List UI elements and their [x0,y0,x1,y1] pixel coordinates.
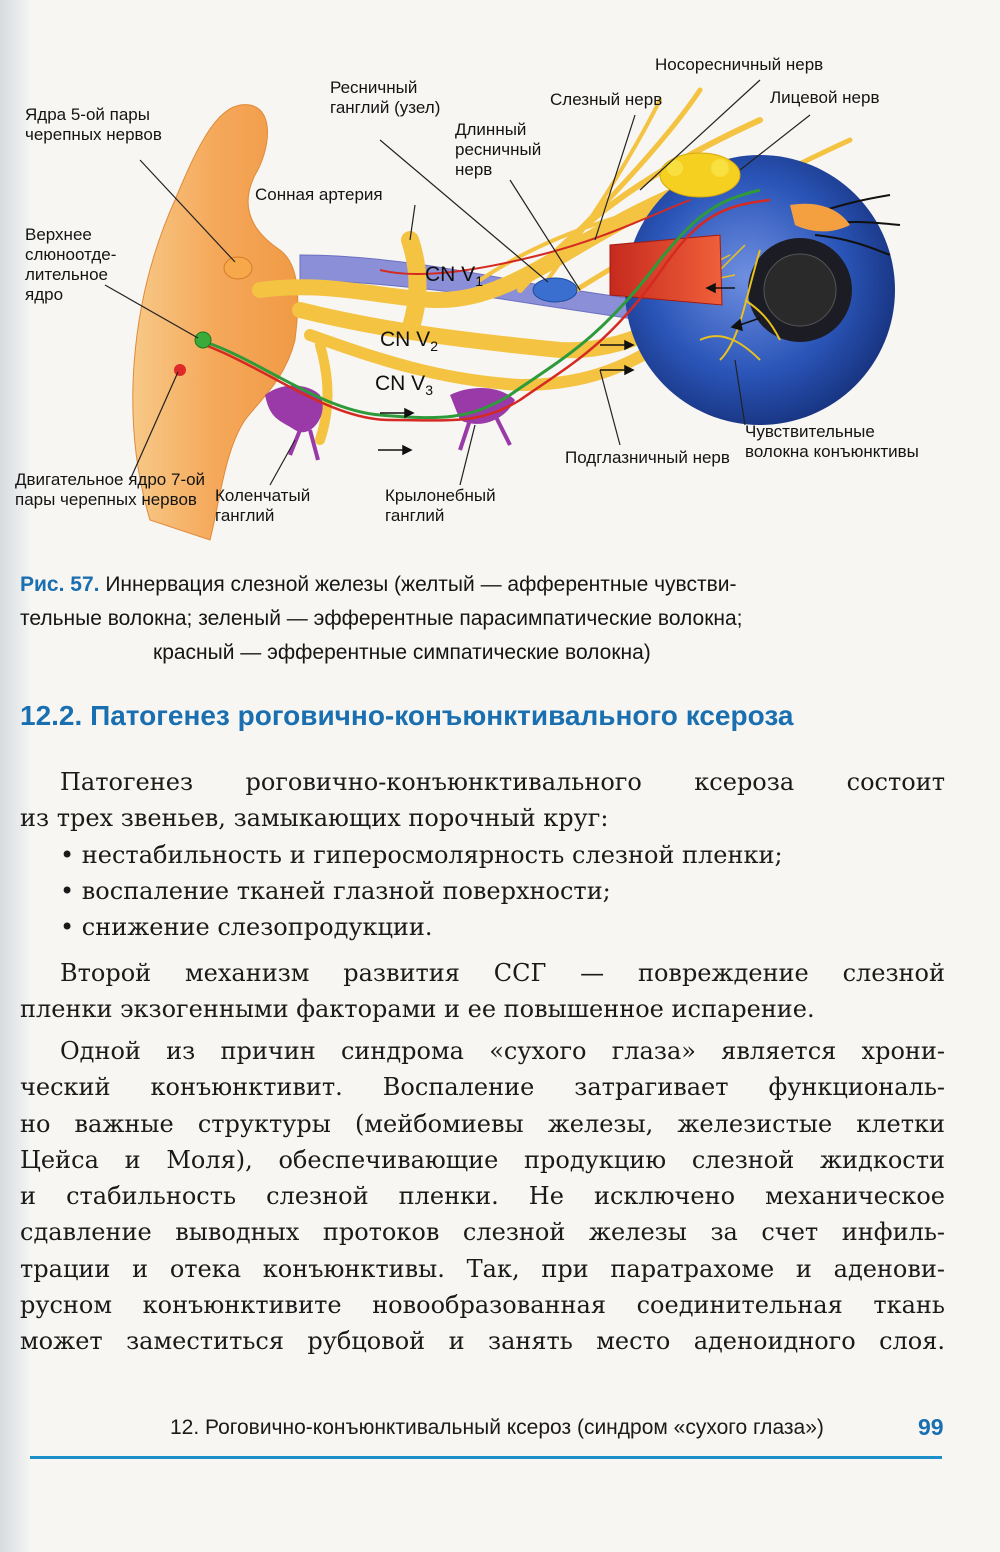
paragraph-line: Цейса и Моля), обеспечивающие продукцию слезной жидкости [20,1145,945,1174]
ciliary-ganglion-shape [533,278,577,302]
paragraph-line: Патогенез роговично-конъюнктивального ксероза состоит [60,768,945,796]
label-nuclei-5: Ядра 5-ой пары черепных нервов [25,105,162,144]
label-pterygopalatine-ganglion: Крылонебный ганглий [385,486,496,525]
paragraph-2 [20,955,945,1028]
label-cn-v1: CN $V_1$ [425,263,483,290]
paragraph-line: Второй механизм развития ССГ — повреждение слезной [60,959,945,987]
label-cn-v3: CN $V_3$ [375,372,433,399]
label-facial-nerve: Лицевой нерв [770,88,880,107]
salivatory-nucleus-dot [195,332,211,348]
paragraph-1 [20,764,945,945]
paragraph-line: пленки экзогенными факторами и ее повышенное испарение. [20,995,815,1024]
paragraph-line: из трех звеньев, замыкающих порочный круг: [20,804,609,833]
list-item: • нестабильность и гиперосмолярность слезной пленки; [60,840,783,869]
geniculate-ganglion-shape [265,386,323,433]
label-carotid-artery: Сонная артерия [255,185,383,204]
paragraph-line: Одной из причин синдрома «сухого глаза» является хрони- [60,1037,945,1065]
caption-line-1: Иннервация слезной железы (желтый — афферентные чувстви- [105,573,737,596]
figure-caption [20,568,950,670]
figure-number: Рис. 57. [20,573,100,596]
section-heading [20,700,793,732]
label-long-ciliary-nerve: Длинный ресничный нерв [455,120,542,179]
label-motor-nucleus-7: Двигательное ядро 7-ой пары черепных нервов [15,470,206,509]
label-lacrimal-nerve: Слезный нерв [550,90,663,109]
paragraph-line: ческий конъюнктивит. Воспаление затрагивает функциональ- [20,1073,945,1102]
paragraph-line: но важные структуры (мейбомиевы железы, железистые клетки [20,1109,945,1138]
label-ciliary-ganglion: Ресничный ганглий (узел) [330,78,441,117]
paragraph-line: сдавление выводных протоков слезной железы за счет инфиль- [20,1218,945,1247]
innervation-figure [0,0,1000,570]
label-cn-v2: CN $V_2$ [380,328,438,355]
paragraph-line: трации и отека конъюнктивы. Так, при паратрахоме и аденови- [20,1254,945,1283]
label-geniculate-ganglion: Коленчатый ганглий [215,486,311,525]
section-title: Патогенез роговично-конъюнктивального ксероза [90,700,794,731]
running-footer: 12. Роговично-конъюнктивальный ксероз (синдром «сухого глаза») [170,1416,824,1439]
motor-nucleus-dot [174,364,186,376]
caption-line-3: красный — эфферентные симпатические волокна) [153,641,651,664]
section-number: 12.2. [20,700,83,731]
list-item: • снижение слезопродукции. [60,913,433,942]
paragraph-line: может заместиться рубцовой и занять место аденоидного слоя. [20,1327,945,1356]
label-nasociliary-nerve: Носоресничный нерв [655,55,824,74]
page-number: 99 [918,1414,944,1440]
list-item: • воспаление тканей глазной поверхности; [60,876,611,905]
paragraph-line: русном конъюнктивите новообразованная соединительная ткань [20,1291,945,1320]
label-superior-salivatory-nucleus: Верхнее слюноотде- лительное ядро [25,225,117,304]
paragraph-line: и стабильность слезной пленки. Не исключено механическое [20,1182,945,1211]
paragraph-3 [20,1033,945,1360]
caption-line-2: тельные волокна; зеленый — эфферентные парасимпатические волокна; [20,607,743,630]
label-infraorbital-nerve: Подглазничный нерв [565,448,730,467]
footer-rule [30,1456,942,1459]
muscle-shape [610,235,722,305]
label-sensory-fibers: Чувствительные волокна конъюнктивы [745,422,919,461]
